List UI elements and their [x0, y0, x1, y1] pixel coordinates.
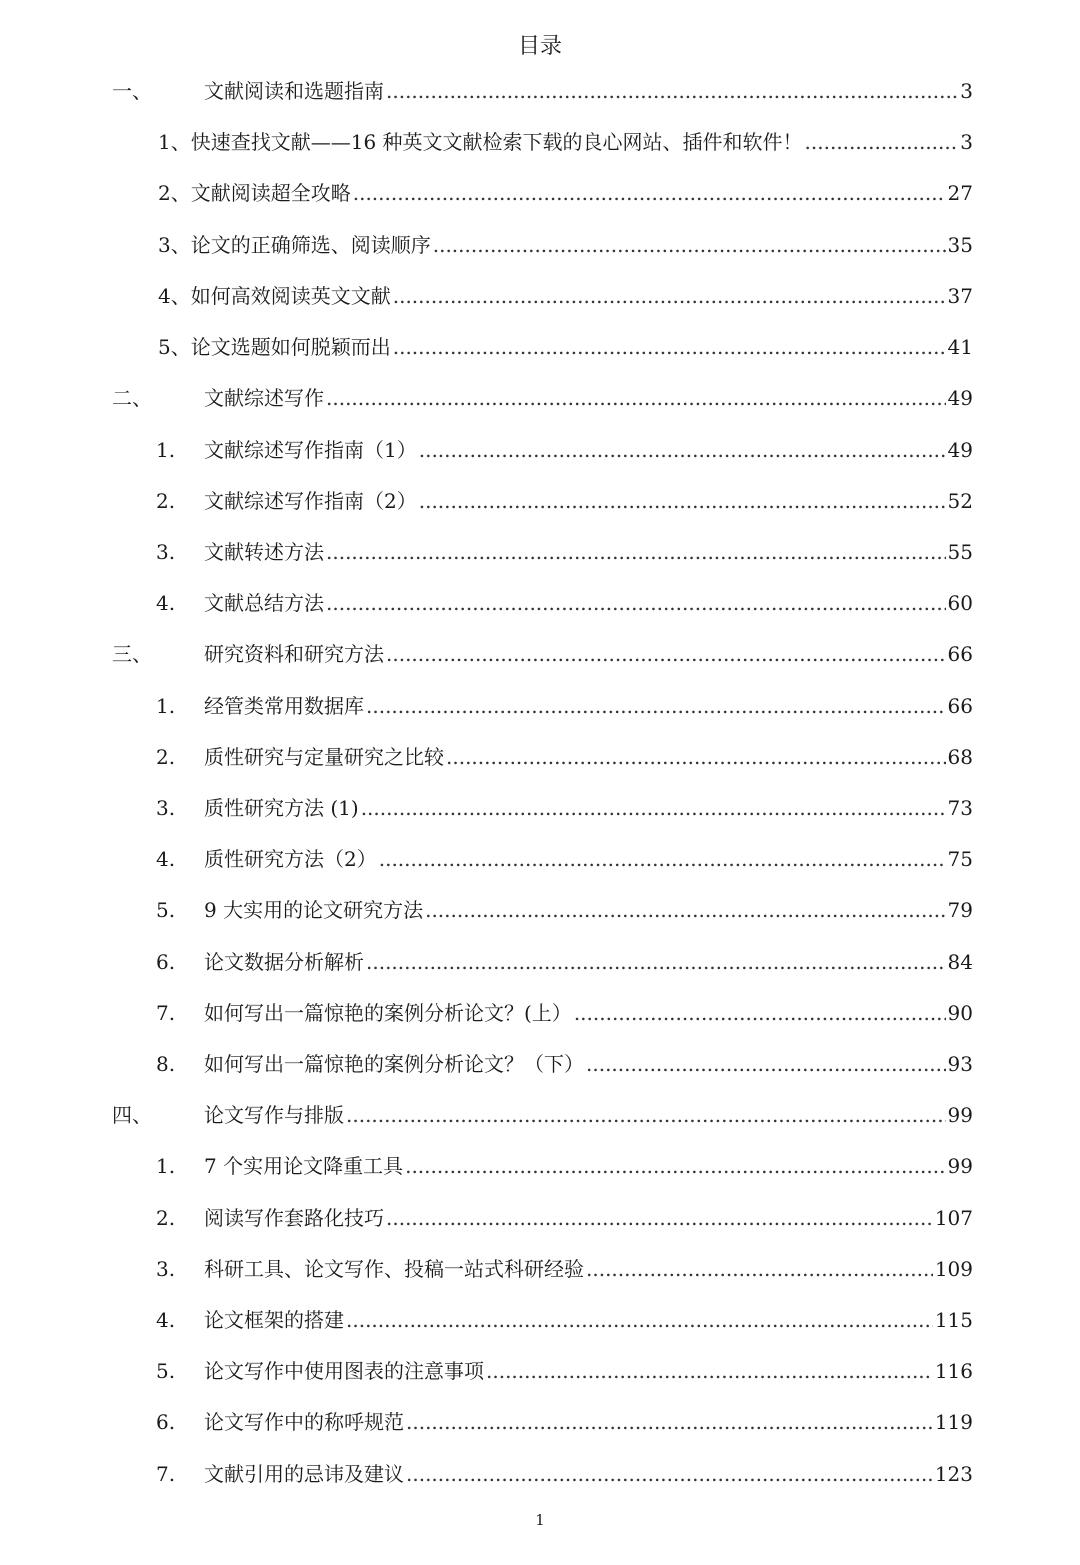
toc-page-number: 52: [947, 489, 973, 513]
dot-leader: [346, 1303, 933, 1337]
toc-entry[interactable]: [0, 740, 1080, 774]
dot-leader: [353, 176, 946, 210]
toc-section-number: 三、: [112, 642, 152, 666]
toc-entry[interactable]: [0, 1252, 1080, 1286]
toc-entry-number: 1.: [156, 694, 176, 718]
dot-leader: [361, 791, 946, 825]
toc-page-number: 84: [947, 950, 973, 974]
toc-entry[interactable]: [0, 1303, 1080, 1337]
dot-leader: [805, 125, 959, 159]
toc-entry-number: 7.: [156, 1001, 176, 1025]
page-footer-number: 1: [535, 1511, 545, 1529]
toc-page-number: 107: [934, 1206, 973, 1230]
toc-entry[interactable]: [0, 1201, 1080, 1235]
dot-leader: [379, 842, 946, 876]
toc-entry-number: 1.: [156, 438, 176, 462]
toc-entry-number: 4.: [156, 1308, 176, 1332]
toc-section-number: 二、: [112, 386, 152, 410]
toc-page-number: 35: [947, 233, 973, 257]
toc-entry-text: 论文数据分析解析: [204, 950, 364, 974]
toc-section-1[interactable]: [0, 74, 1080, 108]
toc-page-number: 99: [947, 1154, 973, 1178]
toc-entry-number: 1.: [156, 1154, 176, 1178]
toc-page-number: 60: [947, 591, 973, 615]
toc-entry-number: 5.: [156, 898, 176, 922]
dot-leader: [433, 228, 946, 262]
toc-entry-number: 2.: [156, 1206, 176, 1230]
toc-section-2[interactable]: [0, 381, 1080, 415]
toc-page-number: 115: [934, 1308, 973, 1332]
dot-leader: [386, 1201, 933, 1235]
toc-title: 目录: [517, 34, 562, 59]
toc-page-number: 79: [947, 898, 973, 922]
toc-page-number: 37: [947, 284, 973, 308]
dot-leader: [486, 1354, 933, 1388]
toc-entry-number: 4.: [156, 591, 176, 615]
toc-entry-number: 2.: [156, 489, 176, 513]
toc-page-number: 99: [947, 1103, 973, 1127]
toc-entry[interactable]: [0, 1149, 1080, 1183]
toc-entry-text: 文献总结方法: [204, 591, 324, 615]
toc-entry-text: 2、文献阅读超全攻略: [158, 181, 351, 205]
toc-page-number: 3: [960, 79, 973, 103]
toc-entry[interactable]: [0, 1047, 1080, 1081]
toc-entry-text: 4、如何高效阅读英文文献: [158, 284, 391, 308]
toc-entry[interactable]: [0, 996, 1080, 1030]
dot-leader: [586, 1047, 946, 1081]
dot-leader: [346, 1098, 946, 1132]
toc-section-4[interactable]: [0, 1098, 1080, 1132]
toc-entry-text: 文献综述写作: [204, 386, 324, 410]
toc-entry-text: 9 大实用的论文研究方法: [204, 898, 424, 922]
dot-leader: [393, 330, 946, 364]
toc-entry-number: 3.: [156, 1257, 176, 1281]
toc-entry[interactable]: [0, 228, 1080, 262]
toc-section-number: 一、: [112, 79, 152, 103]
dot-leader: [405, 1149, 945, 1183]
toc-entry-text: 质性研究方法（2）: [204, 847, 377, 871]
dot-leader: [393, 279, 946, 313]
toc-entry-text: 1、快速查找文献——16 种英文文献检索下载的良心网站、插件和软件！: [158, 130, 803, 154]
toc-entry-text: 3、论文的正确筛选、阅读顺序: [158, 233, 431, 257]
toc-page-number: 75: [947, 847, 973, 871]
toc-entry-text: 7 个实用论文降重工具: [204, 1154, 404, 1178]
dot-leader: [446, 740, 946, 774]
toc-entry[interactable]: [0, 433, 1080, 467]
toc-entry[interactable]: [0, 1405, 1080, 1439]
toc-entry-text: 论文写作与排版: [204, 1103, 344, 1127]
toc-section-number: 四、: [112, 1103, 152, 1127]
toc-entry-number: 2.: [156, 745, 176, 769]
toc-entry-text: 论文写作中使用图表的注意事项: [204, 1359, 484, 1383]
toc-entry-number: 6.: [156, 1410, 176, 1434]
toc-page-number: 41: [947, 335, 973, 359]
toc-entry-text: 论文框架的搭建: [204, 1308, 344, 1332]
toc-entry-text: 文献综述写作指南（2）: [204, 489, 417, 513]
toc-section-3[interactable]: [0, 637, 1080, 671]
toc-entry-text: 文献综述写作指南（1）: [204, 438, 417, 462]
dot-leader: [326, 586, 946, 620]
toc-entry[interactable]: [0, 1457, 1080, 1491]
toc-entry[interactable]: [0, 535, 1080, 569]
toc-entry-number: 4.: [156, 847, 176, 871]
toc-entry-text: 如何写出一篇惊艳的案例分析论文？(上）: [204, 1001, 572, 1025]
toc-page-number: 66: [947, 642, 973, 666]
toc-entry-text: 论文写作中的称呼规范: [204, 1410, 404, 1434]
dot-leader: [386, 74, 958, 108]
dot-leader: [406, 1457, 933, 1491]
toc-entry-text: 科研工具、论文写作、投稿一站式科研经验: [204, 1257, 584, 1281]
toc-entry[interactable]: [0, 842, 1080, 876]
dot-leader: [419, 484, 946, 518]
toc-entry-text: 文献转述方法: [204, 540, 324, 564]
dot-leader: [574, 996, 946, 1030]
toc-entry[interactable]: [0, 893, 1080, 927]
toc-page-number: 3: [960, 130, 973, 154]
toc-entry[interactable]: [0, 689, 1080, 723]
toc-entry[interactable]: [0, 1354, 1080, 1388]
dot-leader: [406, 1405, 933, 1439]
toc-page-number: 116: [934, 1359, 973, 1383]
toc-page-number: 119: [934, 1410, 973, 1434]
toc-entry-text: 5、论文选题如何脱颖而出: [158, 335, 391, 359]
toc-entry-number: 8.: [156, 1052, 176, 1076]
dot-leader: [386, 637, 946, 671]
dot-leader: [366, 945, 946, 979]
toc-entry-number: 7.: [156, 1462, 176, 1486]
toc-entry-text: 研究资料和研究方法: [204, 642, 384, 666]
toc-page-number: 73: [947, 796, 973, 820]
toc-entry-number: 5.: [156, 1359, 176, 1383]
toc-entry-text: 阅读写作套路化技巧: [204, 1206, 384, 1230]
toc-entry[interactable]: [0, 279, 1080, 313]
toc-page-number: 123: [934, 1462, 973, 1486]
toc-entry-text: 质性研究与定量研究之比较: [204, 745, 444, 769]
toc-entry[interactable]: [0, 484, 1080, 518]
dot-leader: [586, 1252, 933, 1286]
toc-entry-text: 如何写出一篇惊艳的案例分析论文？（下）: [204, 1052, 584, 1076]
toc-entry-number: 3.: [156, 540, 176, 564]
dot-leader: [366, 689, 946, 723]
toc-page-number: 49: [947, 438, 973, 462]
toc-entry-text: 文献引用的忌讳及建议: [204, 1462, 404, 1486]
toc-entry[interactable]: [0, 586, 1080, 620]
toc-entry[interactable]: [0, 945, 1080, 979]
toc-entry-text: 经管类常用数据库: [204, 694, 364, 718]
toc-entry-text: 质性研究方法 (1): [204, 796, 359, 820]
toc-page-number: 93: [947, 1052, 973, 1076]
toc-entry-number: 3.: [156, 796, 176, 820]
dot-leader: [326, 381, 946, 415]
toc-entry[interactable]: [0, 791, 1080, 825]
toc-page-number: 68: [947, 745, 973, 769]
toc-entry[interactable]: [0, 330, 1080, 364]
toc-page-number: 55: [947, 540, 973, 564]
toc-entry-text: 文献阅读和选题指南: [204, 79, 384, 103]
dot-leader: [419, 433, 946, 467]
toc-entry[interactable]: [0, 125, 1080, 159]
toc-entry-number: 6.: [156, 950, 176, 974]
dot-leader: [326, 535, 946, 569]
toc-page-number: 66: [947, 694, 973, 718]
toc-page-number: 49: [947, 386, 973, 410]
toc-page-number: 90: [947, 1001, 973, 1025]
toc-page-number: 109: [934, 1257, 973, 1281]
toc-entry[interactable]: [0, 176, 1080, 210]
toc-page-number: 27: [947, 181, 973, 205]
dot-leader: [425, 893, 945, 927]
